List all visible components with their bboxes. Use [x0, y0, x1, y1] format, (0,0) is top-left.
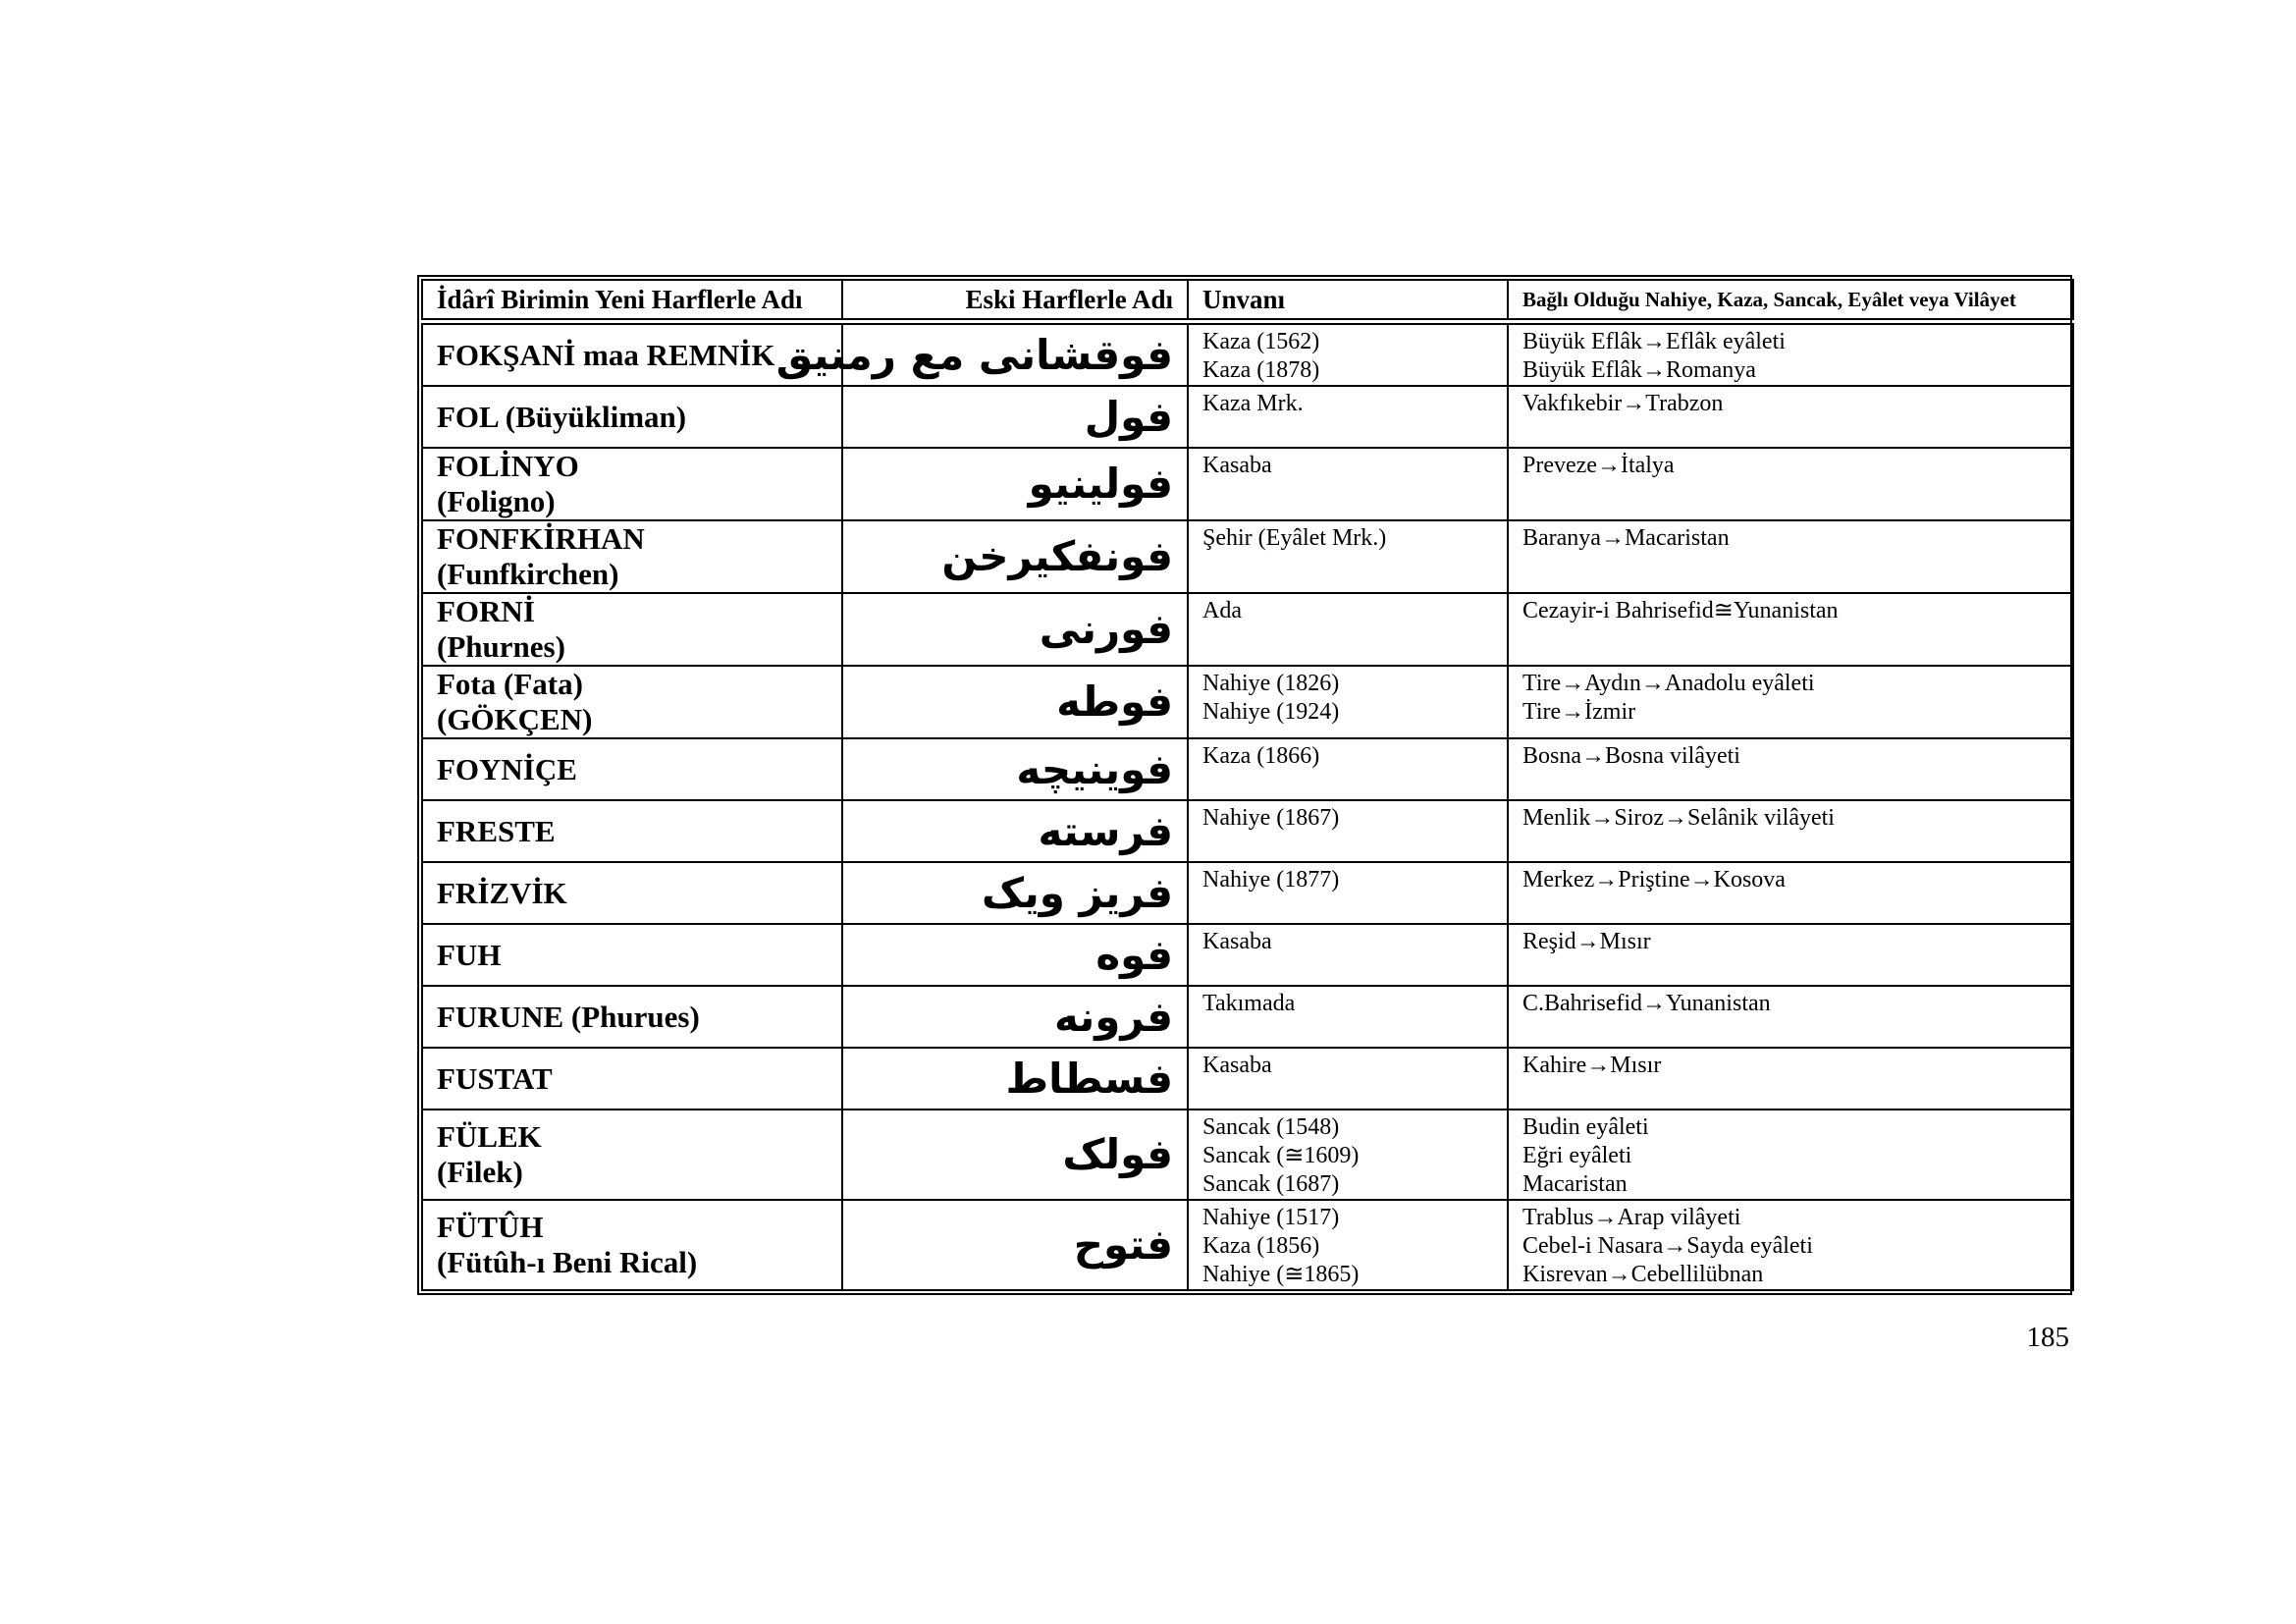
unit-title-line: Kaza (1562) [1202, 329, 1320, 354]
table-row [422, 666, 2073, 738]
affiliation [1508, 1048, 2073, 1110]
table-row [422, 738, 2073, 800]
unit-name [422, 1110, 842, 1200]
unit-name [422, 986, 842, 1048]
unit-name [422, 924, 842, 986]
unit-name [422, 738, 842, 800]
table-row [422, 386, 2073, 448]
header-affiliation: Bağlı Olduğu Nahiye, Kaza, Sancak, Eyâlet veya Vilâyet [1508, 280, 2073, 319]
affiliation [1508, 1110, 2073, 1200]
unit-name-line: FRİZVİK [437, 875, 567, 910]
affiliation-line: Kisrevan→Cebellilübnan [1522, 1262, 1764, 1287]
table-row [422, 1048, 2073, 1110]
unit-title-line: Nahiye (1877) [1202, 867, 1340, 893]
unit-name [422, 593, 842, 666]
table-row [422, 862, 2073, 924]
affiliation-line: Menlik→Siroz→Selânik vilâyeti [1522, 805, 1835, 831]
unit-name-line: FÜLEK [437, 1119, 542, 1154]
old-script-name: فورنى [842, 593, 1188, 666]
unit-name-line: FUH [437, 937, 502, 972]
table-row [422, 1110, 2073, 1200]
table-row [422, 324, 2073, 386]
page-number: 185 [2026, 1322, 2069, 1353]
old-script-name: فولک [842, 1110, 1188, 1200]
unit-title [1188, 666, 1508, 738]
affiliation [1508, 1200, 2073, 1290]
unit-title-line: Nahiye (1517) [1202, 1205, 1340, 1230]
affiliation-line: Preveze→İtalya [1522, 453, 1675, 478]
affiliation-line: Tire→İzmir [1522, 699, 1636, 725]
affiliation [1508, 800, 2073, 862]
unit-name-line: FUSTAT [437, 1060, 553, 1096]
unit-name [422, 800, 842, 862]
old-script-name: فولينيو [842, 448, 1188, 520]
affiliation-line: Merkez→Priştine→Kosova [1522, 867, 1786, 893]
unit-title [1188, 448, 1508, 520]
old-script-name: فوطه [842, 666, 1188, 738]
affiliation [1508, 520, 2073, 593]
unit-title-line: Ada [1202, 598, 1242, 623]
unit-title-line: Kaza (1856) [1202, 1233, 1320, 1259]
affiliation-line: Cezayir-i Bahrisefid≅Yunanistan [1522, 598, 1839, 623]
unit-name-line: FOKŞANİ maa REMNİK [437, 337, 775, 372]
table-row [422, 800, 2073, 862]
unit-title [1188, 862, 1508, 924]
old-script-name: فوقشانى مع رمنيق [842, 324, 1188, 386]
unit-name-line: (Fütûh-ı Beni Rical) [437, 1245, 698, 1279]
unit-title [1188, 324, 1508, 386]
unit-name-line: (Funfkirchen) [437, 557, 619, 591]
table-header-row [422, 280, 2073, 319]
unit-title-line: Sancak (1548) [1202, 1114, 1340, 1140]
old-script-name: فتوح [842, 1200, 1188, 1290]
unit-title [1188, 986, 1508, 1048]
unit-title [1188, 520, 1508, 593]
affiliation [1508, 324, 2073, 386]
affiliation-line: Budin eyâleti [1522, 1114, 1649, 1140]
unit-title-line: Şehir (Eyâlet Mrk.) [1202, 525, 1387, 551]
unit-title-line: Kasaba [1202, 929, 1272, 954]
unit-name [422, 386, 842, 448]
unit-name-line: (Phurnes) [437, 629, 565, 664]
affiliation-line: Eğri eyâleti [1522, 1143, 1632, 1168]
unit-title-line: Nahiye (1924) [1202, 699, 1340, 725]
unit-name-line: FOL (Büyükliman) [437, 399, 687, 434]
unit-title-line: Kaza (1866) [1202, 743, 1320, 769]
unit-name [422, 1048, 842, 1110]
affiliation-line: Reşid→Mısır [1522, 929, 1651, 954]
unit-name [422, 448, 842, 520]
affiliation-line: Bosna→Bosna vilâyeti [1522, 743, 1740, 769]
unit-title-line: Kasaba [1202, 453, 1272, 478]
old-script-name: فسطاط [842, 1048, 1188, 1110]
header-title: Unvanı [1188, 280, 1508, 319]
unit-name [422, 1200, 842, 1290]
affiliation-line: Baranya→Macaristan [1522, 525, 1730, 551]
unit-title [1188, 386, 1508, 448]
affiliation-line: Trablus→Arap vilâyeti [1522, 1205, 1741, 1230]
unit-name-line: FÜTÛH [437, 1210, 544, 1244]
unit-name-line: FRESTE [437, 813, 556, 848]
table-body [422, 319, 2073, 1290]
unit-title-line: Nahiye (≅1865) [1202, 1262, 1360, 1287]
old-script-name: فونفكيرخن [842, 520, 1188, 593]
unit-name [422, 520, 842, 593]
unit-name-line: (GÖKÇEN) [437, 702, 593, 736]
unit-title [1188, 738, 1508, 800]
unit-title [1188, 1200, 1508, 1290]
unit-title-line: Kaza (1878) [1202, 357, 1320, 383]
unit-title [1188, 1110, 1508, 1200]
old-script-name: فريز ويک [842, 862, 1188, 924]
unit-title-line: Takımada [1202, 991, 1296, 1016]
affiliation-line: Kahire→Mısır [1522, 1053, 1662, 1078]
unit-name [422, 666, 842, 738]
unit-title-line: Nahiye (1826) [1202, 671, 1340, 696]
table-row [422, 986, 2073, 1048]
unit-title-line: Kaza Mrk. [1202, 391, 1304, 416]
header-old-name: Eski Harflerle Adı [842, 280, 1188, 319]
affiliation-line: Macaristan [1522, 1171, 1628, 1197]
unit-name-line: FONFKİRHAN [437, 521, 645, 556]
table-row [422, 924, 2073, 986]
affiliation [1508, 924, 2073, 986]
unit-title [1188, 593, 1508, 666]
unit-title-line: Nahiye (1867) [1202, 805, 1340, 831]
unit-title-line: Sancak (≅1609) [1202, 1143, 1360, 1168]
affiliation-line: C.Bahrisefid→Yunanistan [1522, 991, 1771, 1016]
affiliation-line: Büyük Eflâk→Eflâk eyâleti [1522, 329, 1786, 354]
unit-title [1188, 924, 1508, 986]
affiliation-line: Vakfıkebir→Trabzon [1522, 391, 1724, 416]
unit-name-line: FORNİ [437, 594, 535, 628]
old-script-name: فرونه [842, 986, 1188, 1048]
table-row [422, 520, 2073, 593]
table-row [422, 593, 2073, 666]
unit-title [1188, 1048, 1508, 1110]
header-new-name: İdârî Birimin Yeni Harflerle Adı [422, 280, 842, 319]
old-script-name: فوينيچه [842, 738, 1188, 800]
affiliation-line: Büyük Eflâk→Romanya [1522, 357, 1756, 383]
affiliation [1508, 738, 2073, 800]
unit-name-line: FOLİNYO [437, 449, 579, 483]
affiliation [1508, 862, 2073, 924]
affiliation [1508, 448, 2073, 520]
affiliation [1508, 386, 2073, 448]
unit-name-line: (Foligno) [437, 484, 556, 518]
old-script-name: فرسته [842, 800, 1188, 862]
unit-title-line: Sancak (1687) [1202, 1171, 1340, 1197]
unit-name-line: (Filek) [437, 1155, 523, 1189]
unit-name-line: FURUNE (Phurues) [437, 999, 700, 1034]
unit-title-line: Kasaba [1202, 1053, 1272, 1078]
old-script-name: فوه [842, 924, 1188, 986]
unit-name-line: FOYNİÇE [437, 751, 577, 786]
unit-name [422, 862, 842, 924]
affiliation [1508, 593, 2073, 666]
unit-title [1188, 800, 1508, 862]
unit-name-line: Fota (Fata) [437, 667, 583, 701]
place-names-table [417, 275, 2072, 1295]
affiliation [1508, 666, 2073, 738]
affiliation-line: Tire→Aydın→Anadolu eyâleti [1522, 671, 1815, 696]
old-script-name: فول [842, 386, 1188, 448]
table-row [422, 1200, 2073, 1290]
affiliation [1508, 986, 2073, 1048]
table-row [422, 448, 2073, 520]
affiliation-line: Cebel-i Nasara→Sayda eyâleti [1522, 1233, 1813, 1259]
